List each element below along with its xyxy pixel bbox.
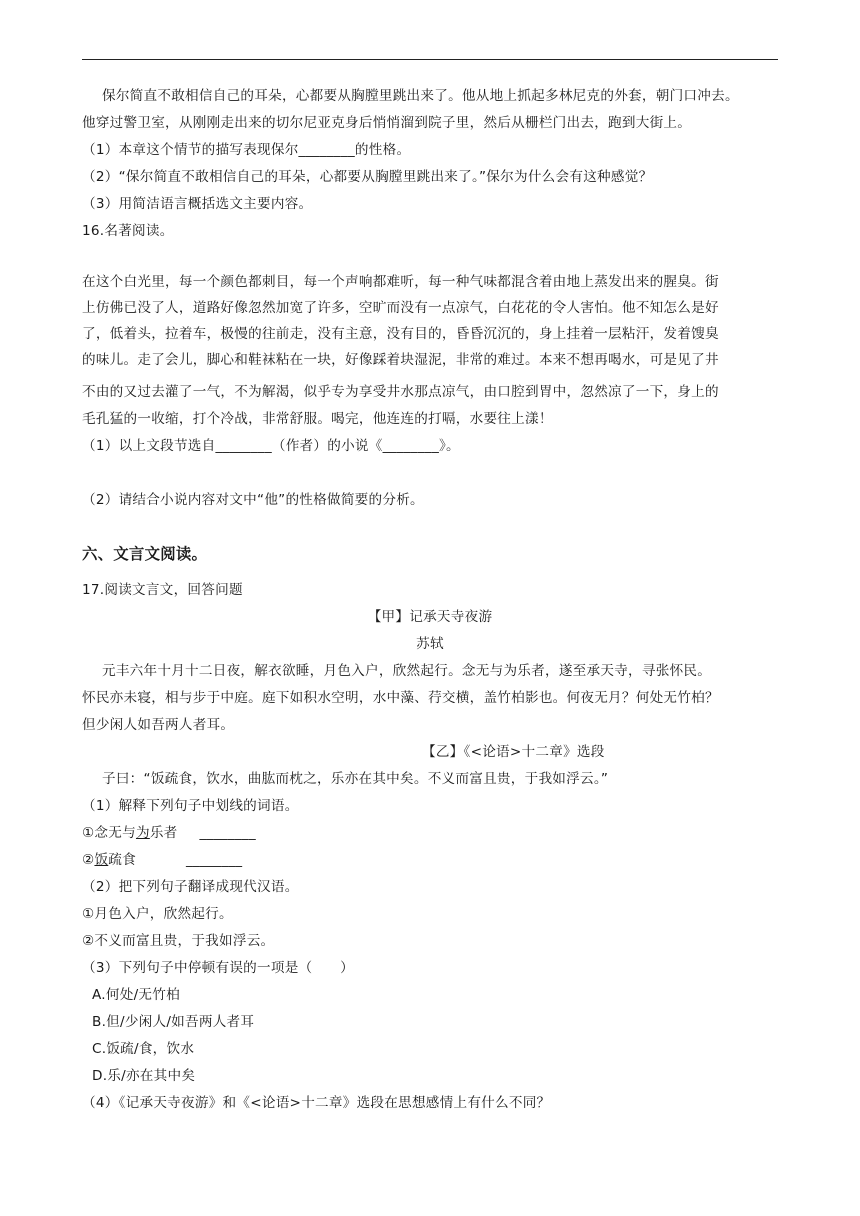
passage-line: 在这个白光里，每一个颜色都刺目，每一个声响都难听，每一种气味都混含着由地上蒸发出来的腥臭。街: [82, 274, 719, 290]
question-17-title: 17.阅读文言文，回答问题: [82, 582, 243, 598]
question-17-2a: ①月色入户，欣然起行。: [82, 906, 233, 922]
option-c: C.饭疏/食，饮水: [92, 1041, 195, 1057]
passage-line: 子曰：“饭疏食，饮水，曲肱而枕之，乐亦在其中矣。不义而富且贵，于我如浮云。”: [102, 771, 609, 787]
passage-line: 怀民亦未寝，相与步于中庭。庭下如积水空明，水中藻、荇交横，盖竹柏影也。何夜无月？何处无竹柏？: [82, 690, 719, 706]
question-17-3: （3）下列句子中停顿有误的一项是（ ）: [82, 960, 354, 976]
question-16-2: （2）请结合小说内容对文中“他”的性格做简要的分析。: [82, 492, 424, 508]
question-17-2b: ②不义而富且贵，于我如浮云。: [82, 933, 275, 949]
passage-line: 不由的又过去灌了一气，不为解渴，似乎专为享受井水那点凉气，由口腔到胃中，忽然凉了一下，身上的: [82, 384, 719, 400]
answer-blank: ________: [199, 825, 256, 841]
section-heading: 六、文言文阅读。: [82, 545, 208, 563]
question-15-1: （1）本章这个情节的描写表现保尔________的性格。: [82, 142, 411, 158]
passage-line: 但少闲人如吾两人者耳。: [82, 717, 235, 733]
question-17-1: （1）解释下列句子中划线的词语。: [82, 798, 299, 814]
answer-blank: ________: [185, 852, 243, 868]
question-16-1: （1）以上文段节选自________（作者）的小说《________》。: [82, 438, 460, 454]
text-jia-title: 【甲】记承天寺夜游: [367, 609, 493, 625]
passage-line: 了，低着头，拉着车，极慢的往前走，没有主意，没有目的，昏昏沉沉的，身上挂着一层粘汗，发着馊臭: [82, 326, 719, 342]
passage-line: 保尔简直不敢相信自己的耳朵，心都要从胸膛里跳出来了。他从地上抓起多林尼克的外套，朝门口冲去。: [102, 88, 739, 104]
passage-line: 上仿佛已没了人，道路好像忽然加宽了许多，空旷而没有一点凉气，白花花的令人害怕。他不知怎么是好: [82, 300, 719, 316]
text-yi-title: 【乙】《<论语>十二章》选段: [422, 744, 605, 760]
question-15-2: （2）“保尔简直不敢相信自己的耳朵，心都要从胸膛里跳出来了。”保尔为什么会有这种感觉？: [82, 169, 653, 185]
underlined-word: 为: [135, 825, 150, 841]
question-17-2: （2）把下列句子翻译成现代汉语。: [82, 879, 299, 895]
question-17-1a: ①念无与为乐者 ________: [82, 825, 256, 841]
header-rule: [82, 59, 778, 60]
passage-line: 元丰六年十月十二日夜，解衣欲睡，月色入户，欣然起行。念无与为乐者，遂至承天寺，寻张怀民。: [102, 663, 712, 679]
question-17-4: （4）《记承天寺夜游》和《<论语>十二章》选段在思想感情上有什么不同？: [82, 1095, 551, 1111]
question-16-title: 16.名著阅读。: [82, 223, 174, 239]
question-15-3: （3）用简洁语言概括选文主要内容。: [82, 196, 313, 212]
question-17-1b: ②饭疏食 ________: [82, 852, 243, 868]
option-d: D.乐/亦在其中矣: [92, 1068, 196, 1084]
underlined-word: 饭: [94, 852, 109, 868]
passage-line: 的味儿。走了会儿，脚心和鞋袜粘在一块，好像踩着块湿泥，非常的难过。本来不想再喝水，可是见了井: [82, 352, 719, 368]
option-a: A.何处/无竹柏: [92, 987, 180, 1003]
passage-line: 毛孔猛的一收缩，打个冷战，非常舒服。喝完，他连连的打嗝，水要往上漾！: [82, 411, 553, 427]
text-jia-author: 苏轼: [416, 636, 444, 652]
option-b: B.但/少闲人/如吾两人者耳: [92, 1014, 255, 1030]
passage-line: 他穿过警卫室，从刚刚走出来的切尔尼亚克身后悄悄溜到院子里，然后从栅栏门出去，跑到大街上。: [82, 115, 692, 131]
